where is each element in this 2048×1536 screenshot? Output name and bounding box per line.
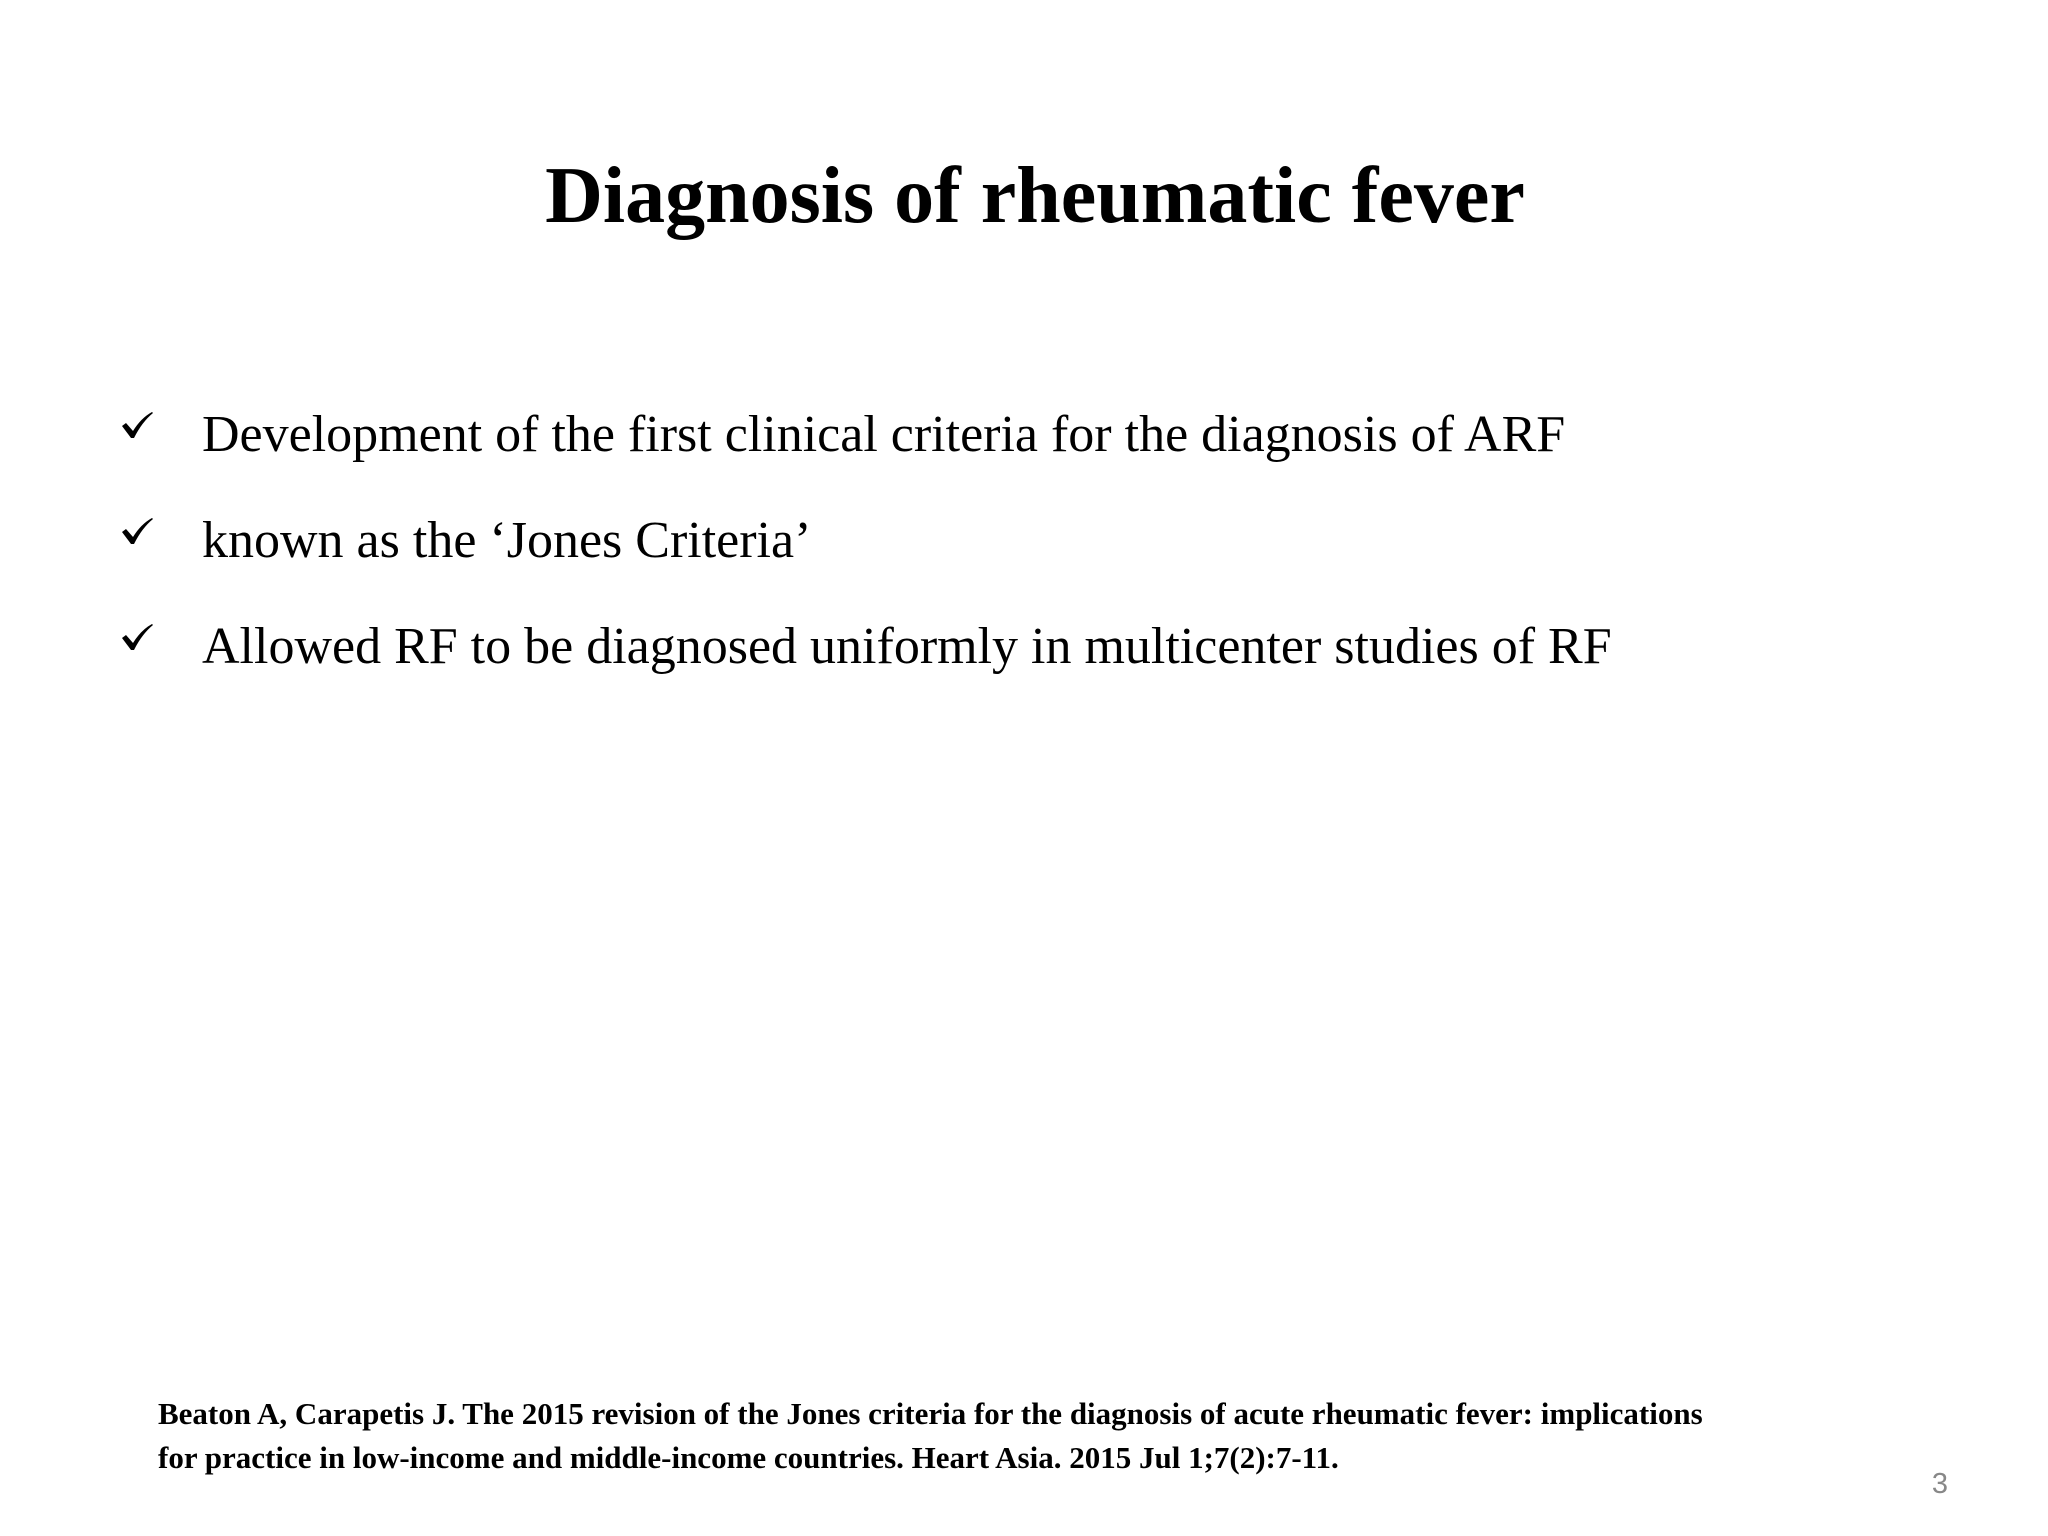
- bullet-text: Allowed RF to be diagnosed uniformly in multicenter studies of RF: [202, 618, 1612, 675]
- bullet-list: [120, 382, 1612, 700]
- bullet-item: [120, 594, 1612, 700]
- slide-title: Diagnosis of rheumatic fever: [545, 152, 1525, 240]
- citation: [158, 1392, 1958, 1480]
- bullet-text: Development of the first clinical criteria for the diagnosis of ARF: [202, 406, 1566, 463]
- bullet-text: known as the ‘Jones Criteria’: [202, 512, 812, 569]
- page-number: 3: [1931, 1468, 1948, 1500]
- check-icon: [120, 410, 202, 440]
- check-icon: [120, 516, 202, 546]
- bullet-item: [120, 488, 1612, 594]
- check-icon: [120, 622, 202, 652]
- citation-line-1: Beaton A, Carapetis J. The 2015 revision of the Jones criteria for the diagnosis of acute rheumatic fever: implications: [158, 1396, 1703, 1431]
- citation-line-2: for practice in low-income and middle-income countries. Heart Asia. 2015 Jul 1;7(2):7-11.: [158, 1440, 1339, 1475]
- bullet-item: [120, 382, 1612, 488]
